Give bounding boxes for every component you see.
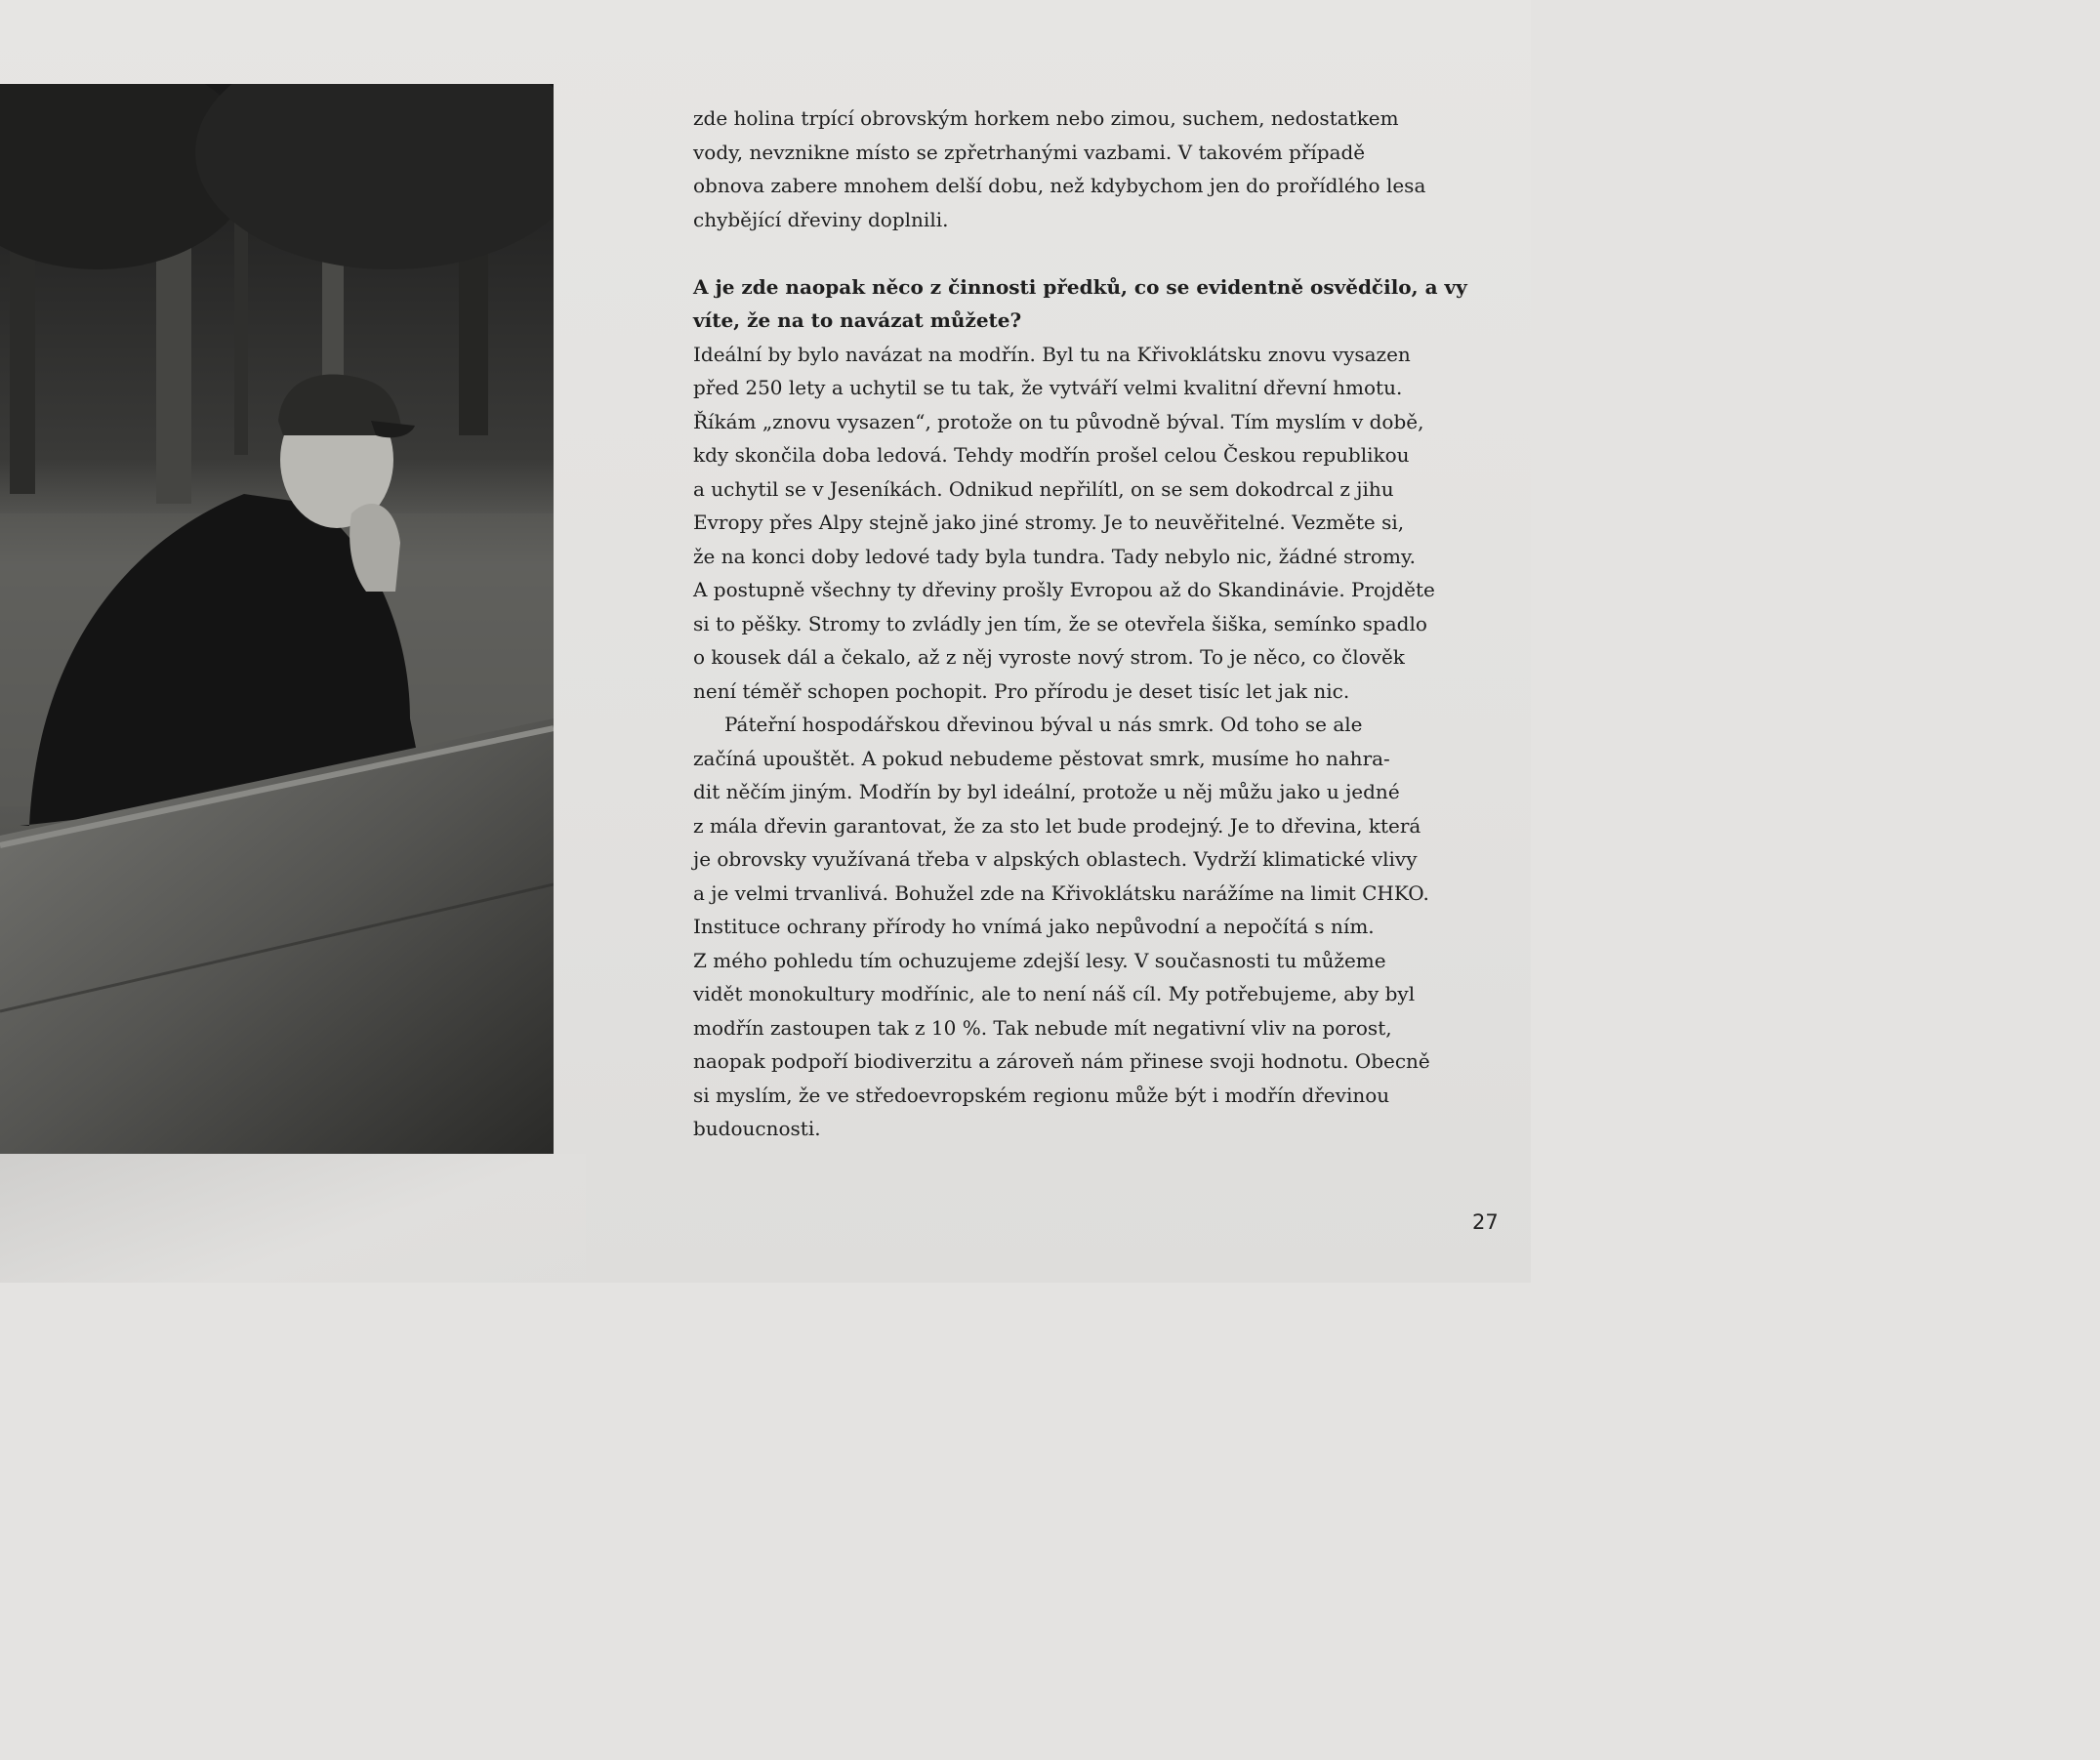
text-line: Instituce ochrany přírody ho vnímá jako nepůvodní a nepočítá s ním. [693, 915, 1375, 938]
text-line: Evropy přes Alpy stejně jako jiné stromy. Je to neuvěřitelné. Vezměte si, [693, 511, 1405, 534]
text-line: před 250 lety a uchytil se tu tak, že vytváří velmi kvalitní dřevní hmotu. [693, 376, 1403, 399]
text-line: z mála dřevin garantovat, že za sto let bude prodejný. Je to dřevina, která [693, 813, 1421, 838]
paragraph-intro [693, 102, 1499, 236]
text-line: není téměř schopen pochopit. Pro přírodu je deset tisíc let jak nic. [693, 678, 1350, 703]
text-line: si to pěšky. Stromy to zvládly jen tím, že se otevřela šiška, semínko spadlo [693, 611, 1427, 635]
text-line: o kousek dál a čekalo, až z něj vyroste nový strom. To je něco, co člověk [693, 645, 1405, 669]
page-number: 27 [1472, 1210, 1499, 1234]
text-line: budoucnosti. [693, 1117, 821, 1140]
text-line: a je velmi trvanlivá. Bohužel zde na Křivoklátsku narážíme na limit CHKO. [693, 880, 1429, 905]
text-line: Říkám „znovu vysazen“, protože on tu původně býval. Tím myslím v době, [693, 409, 1424, 433]
text-line: chybějící dřeviny doplnili. [693, 207, 949, 231]
paragraph-gap [693, 236, 1499, 270]
page-shadow [0, 1154, 586, 1283]
text-line: Páteřní hospodářskou dřevinou býval u nás smrk. Od toho se ale [724, 713, 1363, 736]
interview-question [693, 270, 1499, 338]
text-line: začíná upouštět. A pokud nebudeme pěstovat smrk, musíme ho nahra- [693, 746, 1390, 770]
text-line: že na konci doby ledové tady byla tundra. Tady nebylo nic, žádné stromy. [693, 544, 1416, 568]
text-line: A postupně všechny ty dřeviny prošly Evropou až do Skandinávie. Projděte [693, 578, 1435, 601]
answer-paragraph-1 [693, 338, 1499, 709]
text-line: Z mého pohledu tím ochuzujeme zdejší lesy. V současnosti tu můžeme [693, 948, 1386, 972]
text-line: vody, nevznikne místo se zpřetrhanými vazbami. V takovém případě [693, 140, 1366, 164]
text-line: zde holina trpící obrovským horkem nebo zimou, suchem, nedostatkem [693, 106, 1399, 130]
question-line: víte, že na to navázat můžete? [693, 308, 1022, 332]
question-line: A je zde naopak něco z činnosti předků, co se evidentně osvědčilo, a vy [693, 274, 1467, 299]
portrait-photo [0, 84, 554, 1154]
text-line: obnova zabere mnohem delší dobu, než kdybychom jen do prořídlého lesa [693, 174, 1426, 197]
text-line: vidět monokultury modřínic, ale to není náš cíl. My potřebujeme, aby byl [693, 982, 1416, 1005]
text-line: je obrovsky využívaná třeba v alpských oblastech. Vydrží klimatické vlivy [693, 847, 1418, 871]
text-line: Ideální by bylo navázat na modřín. Byl tu na Křivoklátsku znovu vysazen [693, 342, 1411, 366]
text-line: si myslím, že ve středoevropském regionu může být i modřín dřevinou [693, 1083, 1390, 1107]
text-line: a uchytil se v Jeseníkách. Odnikud nepřilítl, on se sem dokodrcal z jihu [693, 476, 1394, 501]
text-line: dit něčím jiným. Modřín by byl ideální, protože u něj můžu jako u jedné [693, 780, 1400, 803]
article-text [693, 102, 1499, 1146]
text-line: modřín zastoupen tak z 10 %. Tak nebude mít negativní vliv na porost, [693, 1015, 1392, 1040]
answer-paragraph-2 [693, 708, 1499, 1146]
text-line: naopak podpoří biodiverzitu a zároveň nám přinese svoji hodnotu. Obecně [693, 1049, 1430, 1073]
text-line: kdy skončila doba ledová. Tehdy modřín prošel celou Českou republikou [693, 443, 1410, 467]
